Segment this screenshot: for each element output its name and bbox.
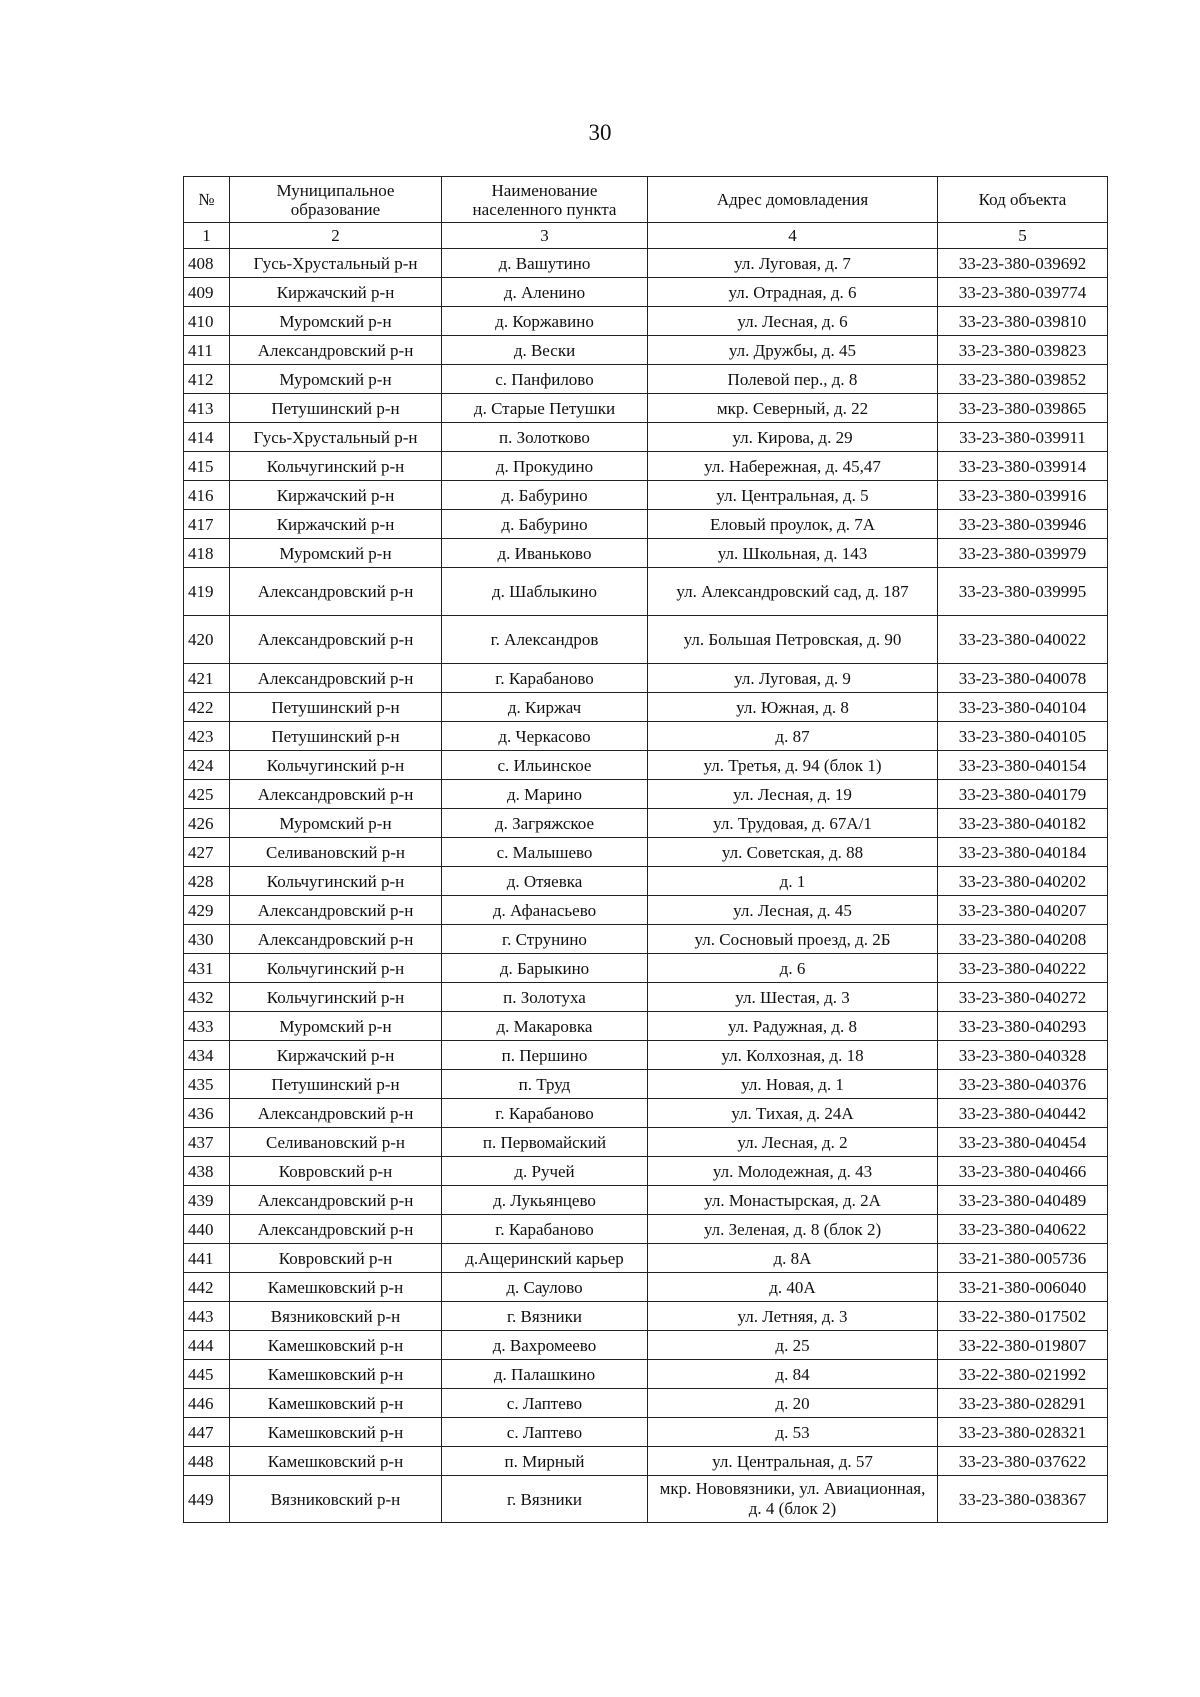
settlement-cell: п. Первомайский xyxy=(442,1128,648,1157)
address-cell: ул. Школьная, д. 143 xyxy=(648,539,938,568)
object-code-cell: 33-23-380-040489 xyxy=(938,1186,1108,1215)
settlement-cell: с. Лаптево xyxy=(442,1389,648,1418)
address-cell: мкр. Северный, д. 22 xyxy=(648,394,938,423)
table-row xyxy=(184,365,1108,394)
row-number-cell: 417 xyxy=(184,510,230,539)
row-number-cell: 439 xyxy=(184,1186,230,1215)
municipality-cell: Камешковский р-н xyxy=(230,1418,442,1447)
municipality-cell: Александровский р-н xyxy=(230,664,442,693)
row-number-cell: 434 xyxy=(184,1041,230,1070)
settlement-cell: с. Ильинское xyxy=(442,751,648,780)
registry-table-container xyxy=(183,176,1107,1523)
table-row xyxy=(184,394,1108,423)
settlement-cell: с. Малышево xyxy=(442,838,648,867)
settlement-cell: д. Иваньково xyxy=(442,539,648,568)
address-cell: мкр. Нововязники, ул. Авиационная, д. 4 (блок 2) xyxy=(648,1476,938,1523)
row-number-cell: 430 xyxy=(184,925,230,954)
municipality-cell: Александровский р-н xyxy=(230,896,442,925)
column-number: 3 xyxy=(442,223,648,249)
object-code-cell: 33-23-380-039692 xyxy=(938,249,1108,278)
table-row xyxy=(184,838,1108,867)
settlement-cell: п. Золотуха xyxy=(442,983,648,1012)
municipality-cell: Вязниковский р-н xyxy=(230,1476,442,1523)
row-number-cell: 418 xyxy=(184,539,230,568)
municipality-cell: Киржачский р-н xyxy=(230,278,442,307)
object-code-cell: 33-23-380-039914 xyxy=(938,452,1108,481)
table-row xyxy=(184,896,1108,925)
table-row xyxy=(184,307,1108,336)
row-number-cell: 433 xyxy=(184,1012,230,1041)
row-number-cell: 431 xyxy=(184,954,230,983)
table-row xyxy=(184,1418,1108,1447)
row-number-cell: 419 xyxy=(184,568,230,616)
municipality-cell: Александровский р-н xyxy=(230,616,442,664)
object-code-cell: 33-23-380-040105 xyxy=(938,722,1108,751)
row-number-cell: 443 xyxy=(184,1302,230,1331)
row-number-cell: 429 xyxy=(184,896,230,925)
address-cell: ул. Кирова, д. 29 xyxy=(648,423,938,452)
table-row xyxy=(184,954,1108,983)
row-number-cell: 449 xyxy=(184,1476,230,1523)
address-cell: ул. Лесная, д. 2 xyxy=(648,1128,938,1157)
settlement-cell: д. Вески xyxy=(442,336,648,365)
table-row xyxy=(184,867,1108,896)
table-row xyxy=(184,568,1108,616)
settlement-cell: с. Панфилово xyxy=(442,365,648,394)
table-row xyxy=(184,1157,1108,1186)
row-number-cell: 423 xyxy=(184,722,230,751)
row-number-cell: 413 xyxy=(184,394,230,423)
object-code-cell: 33-23-380-040207 xyxy=(938,896,1108,925)
header-settlement: Наименование населенного пункта xyxy=(442,177,648,223)
address-cell: д. 1 xyxy=(648,867,938,896)
municipality-cell: Александровский р-н xyxy=(230,1186,442,1215)
address-cell: д. 25 xyxy=(648,1331,938,1360)
table-row xyxy=(184,481,1108,510)
address-cell: ул. Советская, д. 88 xyxy=(648,838,938,867)
settlement-cell: г. Александров xyxy=(442,616,648,664)
address-cell: д. 53 xyxy=(648,1418,938,1447)
settlement-cell: г. Карабаново xyxy=(442,664,648,693)
row-number-cell: 422 xyxy=(184,693,230,722)
row-number-cell: 420 xyxy=(184,616,230,664)
table-row xyxy=(184,539,1108,568)
header-address: Адрес домовладения xyxy=(648,177,938,223)
row-number-cell: 447 xyxy=(184,1418,230,1447)
object-code-cell: 33-23-380-039979 xyxy=(938,539,1108,568)
municipality-cell: Александровский р-н xyxy=(230,780,442,809)
address-cell: ул. Зеленая, д. 8 (блок 2) xyxy=(648,1215,938,1244)
table-row xyxy=(184,1012,1108,1041)
header-object-code: Код объекта xyxy=(938,177,1108,223)
table-row xyxy=(184,1360,1108,1389)
table-row xyxy=(184,722,1108,751)
municipality-cell: Кольчугинский р-н xyxy=(230,983,442,1012)
row-number-cell: 410 xyxy=(184,307,230,336)
address-cell: ул. Лесная, д. 45 xyxy=(648,896,938,925)
object-code-cell: 33-23-380-039823 xyxy=(938,336,1108,365)
row-number-cell: 437 xyxy=(184,1128,230,1157)
settlement-cell: п. Мирный xyxy=(442,1447,648,1476)
settlement-cell: д. Марино xyxy=(442,780,648,809)
municipality-cell: Кольчугинский р-н xyxy=(230,954,442,983)
address-cell: ул. Монастырская, д. 2А xyxy=(648,1186,938,1215)
settlement-cell: д. Барыкино xyxy=(442,954,648,983)
settlement-cell: д. Вашутино xyxy=(442,249,648,278)
table-row xyxy=(184,751,1108,780)
settlement-cell: д. Палашкино xyxy=(442,1360,648,1389)
table-row xyxy=(184,1331,1108,1360)
municipality-cell: Александровский р-н xyxy=(230,925,442,954)
column-number: 1 xyxy=(184,223,230,249)
column-number: 2 xyxy=(230,223,442,249)
municipality-cell: Камешковский р-н xyxy=(230,1389,442,1418)
address-cell: ул. Центральная, д. 5 xyxy=(648,481,938,510)
object-code-cell: 33-23-380-040022 xyxy=(938,616,1108,664)
address-cell: ул. Набережная, д. 45,47 xyxy=(648,452,938,481)
address-cell: ул. Сосновый проезд, д. 2Б xyxy=(648,925,938,954)
row-number-cell: 412 xyxy=(184,365,230,394)
settlement-cell: д.Ащеринский карьер xyxy=(442,1244,648,1273)
municipality-cell: Александровский р-н xyxy=(230,568,442,616)
settlement-cell: д. Аленино xyxy=(442,278,648,307)
object-code-cell: 33-21-380-005736 xyxy=(938,1244,1108,1273)
object-code-cell: 33-23-380-039946 xyxy=(938,510,1108,539)
municipality-cell: Александровский р-н xyxy=(230,1215,442,1244)
table-row xyxy=(184,616,1108,664)
page-number: 30 xyxy=(588,120,612,145)
object-code-cell: 33-23-380-040466 xyxy=(938,1157,1108,1186)
settlement-cell: д. Афанасьево xyxy=(442,896,648,925)
address-cell: ул. Молодежная, д. 43 xyxy=(648,1157,938,1186)
settlement-cell: д. Шаблыкино xyxy=(442,568,648,616)
table-row xyxy=(184,1273,1108,1302)
object-code-cell: 33-21-380-006040 xyxy=(938,1273,1108,1302)
object-code-cell: 33-23-380-039911 xyxy=(938,423,1108,452)
table-row xyxy=(184,452,1108,481)
row-number-cell: 421 xyxy=(184,664,230,693)
object-code-cell: 33-23-380-040154 xyxy=(938,751,1108,780)
object-code-cell: 33-23-380-040104 xyxy=(938,693,1108,722)
settlement-cell: д. Бабурино xyxy=(442,510,648,539)
table-row xyxy=(184,693,1108,722)
table-row xyxy=(184,1389,1108,1418)
table-row xyxy=(184,1215,1108,1244)
municipality-cell: Киржачский р-н xyxy=(230,510,442,539)
municipality-cell: Петушинский р-н xyxy=(230,722,442,751)
address-cell: ул. Южная, д. 8 xyxy=(648,693,938,722)
address-cell: ул. Летняя, д. 3 xyxy=(648,1302,938,1331)
settlement-cell: д. Загряжское xyxy=(442,809,648,838)
object-code-cell: 33-23-380-040208 xyxy=(938,925,1108,954)
municipality-cell: Гусь-Хрустальный р-н xyxy=(230,423,442,452)
row-number-cell: 438 xyxy=(184,1157,230,1186)
address-cell: ул. Трудовая, д. 67А/1 xyxy=(648,809,938,838)
header-row xyxy=(184,177,1108,223)
object-code-cell: 33-23-380-039916 xyxy=(938,481,1108,510)
settlement-cell: д. Киржач xyxy=(442,693,648,722)
row-number-cell: 424 xyxy=(184,751,230,780)
table-row xyxy=(184,278,1108,307)
municipality-cell: Вязниковский р-н xyxy=(230,1302,442,1331)
address-cell: ул. Большая Петровская, д. 90 xyxy=(648,616,938,664)
object-code-cell: 33-23-380-028321 xyxy=(938,1418,1108,1447)
address-cell: ул. Тихая, д. 24А xyxy=(648,1099,938,1128)
municipality-cell: Муромский р-н xyxy=(230,307,442,336)
row-number-cell: 442 xyxy=(184,1273,230,1302)
table-row xyxy=(184,423,1108,452)
row-number-cell: 428 xyxy=(184,867,230,896)
settlement-cell: п. Першино xyxy=(442,1041,648,1070)
municipality-cell: Петушинский р-н xyxy=(230,394,442,423)
address-cell: д. 84 xyxy=(648,1360,938,1389)
object-code-cell: 33-22-380-019807 xyxy=(938,1331,1108,1360)
row-number-cell: 446 xyxy=(184,1389,230,1418)
row-number-cell: 427 xyxy=(184,838,230,867)
address-cell: Еловый проулок, д. 7А xyxy=(648,510,938,539)
address-cell: д. 8А xyxy=(648,1244,938,1273)
municipality-cell: Камешковский р-н xyxy=(230,1447,442,1476)
object-code-cell: 33-23-380-039810 xyxy=(938,307,1108,336)
object-code-cell: 33-23-380-040202 xyxy=(938,867,1108,896)
column-number: 4 xyxy=(648,223,938,249)
object-code-cell: 33-23-380-040272 xyxy=(938,983,1108,1012)
object-code-cell: 33-23-380-037622 xyxy=(938,1447,1108,1476)
settlement-cell: д. Отяевка xyxy=(442,867,648,896)
address-cell: ул. Отрадная, д. 6 xyxy=(648,278,938,307)
address-cell: д. 6 xyxy=(648,954,938,983)
row-number-cell: 411 xyxy=(184,336,230,365)
object-code-cell: 33-23-380-040182 xyxy=(938,809,1108,838)
row-number-cell: 409 xyxy=(184,278,230,307)
settlement-cell: с. Лаптево xyxy=(442,1418,648,1447)
row-number-cell: 435 xyxy=(184,1070,230,1099)
table-row xyxy=(184,510,1108,539)
row-number-cell: 432 xyxy=(184,983,230,1012)
object-code-cell: 33-23-380-040328 xyxy=(938,1041,1108,1070)
object-code-cell: 33-23-380-040442 xyxy=(938,1099,1108,1128)
settlement-cell: д. Лукьянцево xyxy=(442,1186,648,1215)
row-number-cell: 414 xyxy=(184,423,230,452)
settlement-cell: д. Макаровка xyxy=(442,1012,648,1041)
object-code-cell: 33-23-380-040376 xyxy=(938,1070,1108,1099)
address-cell: д. 40А xyxy=(648,1273,938,1302)
object-code-cell: 33-23-380-040222 xyxy=(938,954,1108,983)
table-row xyxy=(184,1070,1108,1099)
municipality-cell: Селивановский р-н xyxy=(230,1128,442,1157)
address-cell: ул. Новая, д. 1 xyxy=(648,1070,938,1099)
table-row xyxy=(184,983,1108,1012)
table-body xyxy=(184,249,1108,1523)
table-row xyxy=(184,1099,1108,1128)
settlement-cell: п. Труд xyxy=(442,1070,648,1099)
settlement-cell: д. Ручей xyxy=(442,1157,648,1186)
municipality-cell: Камешковский р-н xyxy=(230,1273,442,1302)
settlement-cell: г. Карабаново xyxy=(442,1215,648,1244)
address-cell: Полевой пер., д. 8 xyxy=(648,365,938,394)
object-code-cell: 33-23-380-039995 xyxy=(938,568,1108,616)
municipality-cell: Александровский р-н xyxy=(230,1099,442,1128)
object-code-cell: 33-23-380-040454 xyxy=(938,1128,1108,1157)
column-number-row xyxy=(184,223,1108,249)
settlement-cell: д. Коржавино xyxy=(442,307,648,336)
table-row xyxy=(184,1186,1108,1215)
row-number-cell: 441 xyxy=(184,1244,230,1273)
settlement-cell: д. Вахромеево xyxy=(442,1331,648,1360)
row-number-cell: 436 xyxy=(184,1099,230,1128)
municipality-cell: Александровский р-н xyxy=(230,336,442,365)
settlement-cell: г. Вязники xyxy=(442,1476,648,1523)
object-code-cell: 33-23-380-040293 xyxy=(938,1012,1108,1041)
settlement-cell: г. Карабаново xyxy=(442,1099,648,1128)
object-code-cell: 33-23-380-038367 xyxy=(938,1476,1108,1523)
address-cell: ул. Центральная, д. 57 xyxy=(648,1447,938,1476)
object-code-cell: 33-23-380-040078 xyxy=(938,664,1108,693)
address-cell: ул. Лесная, д. 19 xyxy=(648,780,938,809)
settlement-cell: д. Бабурино xyxy=(442,481,648,510)
object-code-cell: 33-23-380-039852 xyxy=(938,365,1108,394)
object-code-cell: 33-23-380-028291 xyxy=(938,1389,1108,1418)
header-number: № xyxy=(184,177,230,223)
column-number: 5 xyxy=(938,223,1108,249)
registry-table xyxy=(183,176,1108,1523)
object-code-cell: 33-22-380-017502 xyxy=(938,1302,1108,1331)
table-row xyxy=(184,809,1108,838)
municipality-cell: Селивановский р-н xyxy=(230,838,442,867)
object-code-cell: 33-23-380-040184 xyxy=(938,838,1108,867)
municipality-cell: Кольчугинский р-н xyxy=(230,867,442,896)
row-number-cell: 448 xyxy=(184,1447,230,1476)
row-number-cell: 444 xyxy=(184,1331,230,1360)
address-cell: ул. Луговая, д. 7 xyxy=(648,249,938,278)
settlement-cell: д. Прокудино xyxy=(442,452,648,481)
municipality-cell: Киржачский р-н xyxy=(230,481,442,510)
object-code-cell: 33-22-380-021992 xyxy=(938,1360,1108,1389)
municipality-cell: Ковровский р-н xyxy=(230,1157,442,1186)
settlement-cell: п. Золотково xyxy=(442,423,648,452)
municipality-cell: Муромский р-н xyxy=(230,539,442,568)
municipality-cell: Кольчугинский р-н xyxy=(230,452,442,481)
table-row xyxy=(184,1244,1108,1273)
municipality-cell: Гусь-Хрустальный р-н xyxy=(230,249,442,278)
object-code-cell: 33-23-380-039865 xyxy=(938,394,1108,423)
table-row xyxy=(184,925,1108,954)
address-cell: ул. Колхозная, д. 18 xyxy=(648,1041,938,1070)
municipality-cell: Петушинский р-н xyxy=(230,693,442,722)
address-cell: ул. Луговая, д. 9 xyxy=(648,664,938,693)
address-cell: ул. Радужная, д. 8 xyxy=(648,1012,938,1041)
row-number-cell: 440 xyxy=(184,1215,230,1244)
row-number-cell: 415 xyxy=(184,452,230,481)
municipality-cell: Петушинский р-н xyxy=(230,1070,442,1099)
object-code-cell: 33-23-380-040622 xyxy=(938,1215,1108,1244)
address-cell: д. 20 xyxy=(648,1389,938,1418)
settlement-cell: д. Черкасово xyxy=(442,722,648,751)
municipality-cell: Киржачский р-н xyxy=(230,1041,442,1070)
address-cell: ул. Лесная, д. 6 xyxy=(648,307,938,336)
row-number-cell: 408 xyxy=(184,249,230,278)
municipality-cell: Муромский р-н xyxy=(230,809,442,838)
address-cell: ул. Александровский сад, д. 187 xyxy=(648,568,938,616)
address-cell: ул. Шестая, д. 3 xyxy=(648,983,938,1012)
settlement-cell: г. Вязники xyxy=(442,1302,648,1331)
table-row xyxy=(184,664,1108,693)
municipality-cell: Камешковский р-н xyxy=(230,1360,442,1389)
table-row xyxy=(184,780,1108,809)
settlement-cell: г. Струнино xyxy=(442,925,648,954)
municipality-cell: Муромский р-н xyxy=(230,365,442,394)
row-number-cell: 445 xyxy=(184,1360,230,1389)
row-number-cell: 425 xyxy=(184,780,230,809)
address-cell: ул. Дружбы, д. 45 xyxy=(648,336,938,365)
table-row xyxy=(184,1041,1108,1070)
address-cell: д. 87 xyxy=(648,722,938,751)
object-code-cell: 33-23-380-039774 xyxy=(938,278,1108,307)
municipality-cell: Камешковский р-н xyxy=(230,1331,442,1360)
settlement-cell: д. Саулово xyxy=(442,1273,648,1302)
table-row xyxy=(184,1302,1108,1331)
header-municipality: Муниципальное образование xyxy=(230,177,442,223)
settlement-cell: д. Старые Петушки xyxy=(442,394,648,423)
table-row xyxy=(184,1447,1108,1476)
table-row xyxy=(184,1128,1108,1157)
row-number-cell: 426 xyxy=(184,809,230,838)
table-row xyxy=(184,336,1108,365)
municipality-cell: Ковровский р-н xyxy=(230,1244,442,1273)
object-code-cell: 33-23-380-040179 xyxy=(938,780,1108,809)
municipality-cell: Муромский р-н xyxy=(230,1012,442,1041)
table-row xyxy=(184,1476,1108,1523)
municipality-cell: Кольчугинский р-н xyxy=(230,751,442,780)
table-row xyxy=(184,249,1108,278)
address-cell: ул. Третья, д. 94 (блок 1) xyxy=(648,751,938,780)
row-number-cell: 416 xyxy=(184,481,230,510)
